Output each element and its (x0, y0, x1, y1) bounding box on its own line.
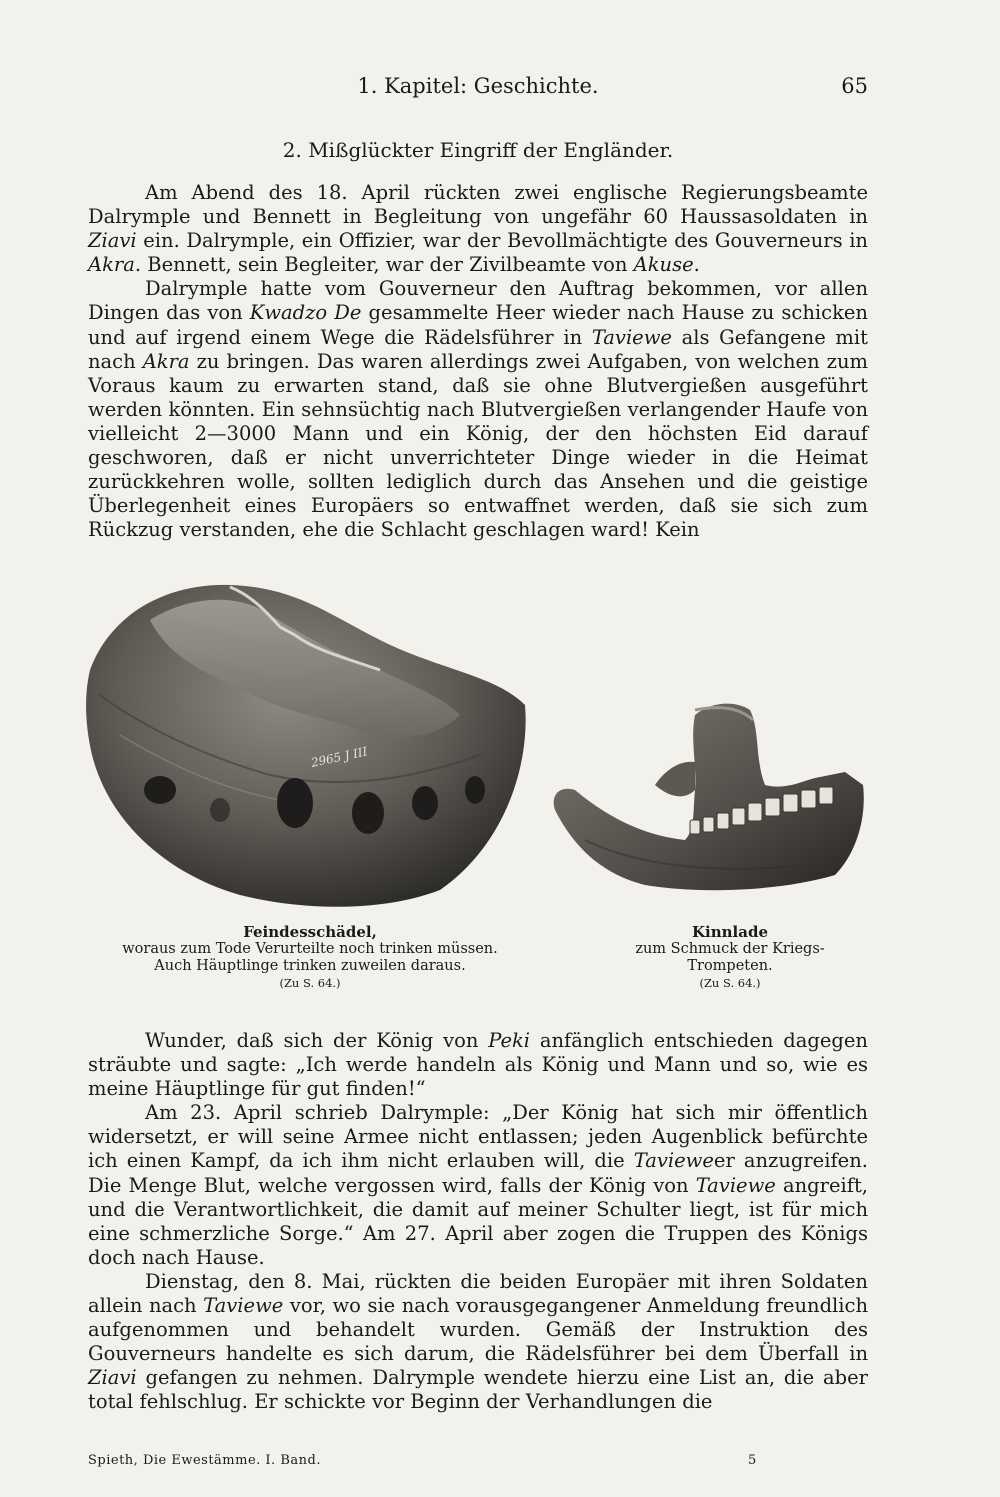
text-run: Am 23. April schrieb Dalrymple: „Der König hat sich mir öffentlich widersetzt, er will seine Armee nicht entlassen; jeden Augenblick befürchte ich einen Kampf, da ich ihm nicht erlauben will, die (88, 1101, 868, 1173)
italic-term: Kwadzo De (249, 301, 362, 325)
italic-term: Taviewe (591, 325, 672, 349)
skull-hole (210, 798, 230, 822)
specimen-inscription: 2965 J III (309, 744, 369, 770)
paragraph (88, 181, 868, 277)
jaw-caption-title: Kinnlade (692, 923, 768, 941)
paragraph (88, 277, 868, 542)
skull-hole (465, 776, 485, 804)
jawbone-photo (545, 690, 870, 905)
skull-caption-line: Auch Häuptlinge trinken zuweilen daraus. (154, 958, 466, 974)
italic-term: Akuse (633, 253, 694, 277)
skull-bowl-photo (80, 575, 530, 915)
skull-hole (412, 786, 438, 820)
text-run: gesammelte Heer wieder nach Hause zu schicken und auf irgend einem Wege die Rädelsführer in (88, 301, 868, 349)
text-run: Am Abend des 18. April rückten zwei englische Regierungsbeamte Dalrymple und Bennett in Begleitung von ungefähr 60 Haussasoldaten in (88, 181, 868, 229)
signature-footer (88, 1453, 868, 1473)
text-run: er anzugreifen. Die Menge Blut, welche vergossen wird, falls der König von (88, 1149, 868, 1197)
text-run: vor, wo sie nach vorausgegangener Anmeldung freundlich aufgenommen und behandelt wurden. Gemäß der Instruktion des Gouverneurs handelte es sich darum, die Rädelsführer bei dem Überfall in (88, 1294, 869, 1366)
italic-term: Taviewe (203, 1294, 284, 1318)
skull-caption-title: Feindesschädel, (243, 923, 377, 941)
italic-term: Taviewe (695, 1173, 776, 1197)
jaw-caption (600, 924, 860, 992)
text-run: angreift, und die Verantwortlichkeit, die damit auf meiner Schulter liegt, ist für mich eine schmerzliche Sorge.“ Am 27. April aber zogen die Truppen des Königs doch nach Hause. (88, 1173, 868, 1269)
italic-term: Ziavi (88, 229, 137, 253)
text-run: zu bringen. Das waren allerdings zwei Aufgaben, von welchen zum Voraus kaum zu erwarten stand, daß sie ohne Blutvergießen ausgeführt werden könnten. Ein sehnsüchtig nach Blutvergießen verlangender Haufe von vielleicht 2—3000 Mann und ein König, der den höchsten Eid darauf geschworen, daß er nicht unverrichteter Dinge wieder in die Heimat zurückkehren wolle, sollten lediglich durch das Ansehen und die geistige Überlegenheit eines Europäers so entwaffnet werden, daß sie sich zum Rückzug verstanden, ehe die Schlacht geschlagen ward! Kein (88, 349, 868, 542)
text-run: gefangen zu nehmen. Dalrymple wendete hierzu eine List an, die aber total fehlschlug. Er schickte vor Beginn der Verhandlungen die (88, 1366, 868, 1414)
italic-term: Taviewe (633, 1149, 714, 1173)
italic-term: Peki (488, 1029, 531, 1052)
running-head (88, 74, 868, 102)
text-run: . (693, 253, 700, 277)
chapter-title: 1. Kapitel: Geschichte. (357, 74, 599, 98)
skull-hole (277, 778, 313, 828)
sheet-number: 5 (748, 1453, 757, 1468)
paragraph (88, 1270, 868, 1415)
text-run: Wunder, daß sich der König von (145, 1029, 489, 1052)
text-run: ein. Dalrymple, ein Offizier, war der Bevollmächtigte des Gouverneurs in (136, 229, 868, 253)
jaw-caption-line: Trompeten. (687, 958, 773, 974)
text-run: Dalrymple hatte vom Gouverneur den Auftrag bekommen, vor allen Dingen das von (88, 277, 868, 325)
skull-caption-line: woraus zum Tode Verurteilte noch trinken müssen. (122, 941, 498, 957)
text-run: anfänglich entschieden dagegen sträubte und sagte: „Ich werde handeln als König und Mann und so, wie es meine Häuptlinge für gut finden!“ (88, 1029, 868, 1101)
skull-caption-ref: (Zu S. 64.) (279, 976, 341, 990)
text-run: . Bennett, sein Begleiter, war der Zivilbeamte von (134, 253, 634, 277)
paragraph (88, 1101, 868, 1270)
text-run: Dienstag, den 8. Mai, rückten die beiden Europäer mit ihren Soldaten allein nach (88, 1269, 868, 1318)
body-text-top (88, 181, 868, 542)
page-number: 65 (841, 74, 868, 98)
jaw-caption-line: zum Schmuck der Kriegs- (635, 941, 825, 957)
text-run: als Gefangene mit nach (88, 325, 868, 373)
italic-term: Akra (88, 253, 135, 277)
skull-hole (144, 776, 176, 804)
skull-caption (80, 924, 540, 992)
italic-term: Akra (142, 349, 190, 373)
jaw-caption-ref: (Zu S. 64.) (699, 976, 761, 990)
skull-hole (352, 792, 384, 834)
paragraph (88, 1029, 868, 1101)
body-text-bottom (88, 1029, 868, 1415)
section-title: 2. Mißglückter Eingriff der Engländer. (282, 138, 674, 162)
italic-term: Ziavi (88, 1366, 137, 1390)
book-signature: Spieth, Die Ewestämme. I. Band. (88, 1453, 321, 1468)
